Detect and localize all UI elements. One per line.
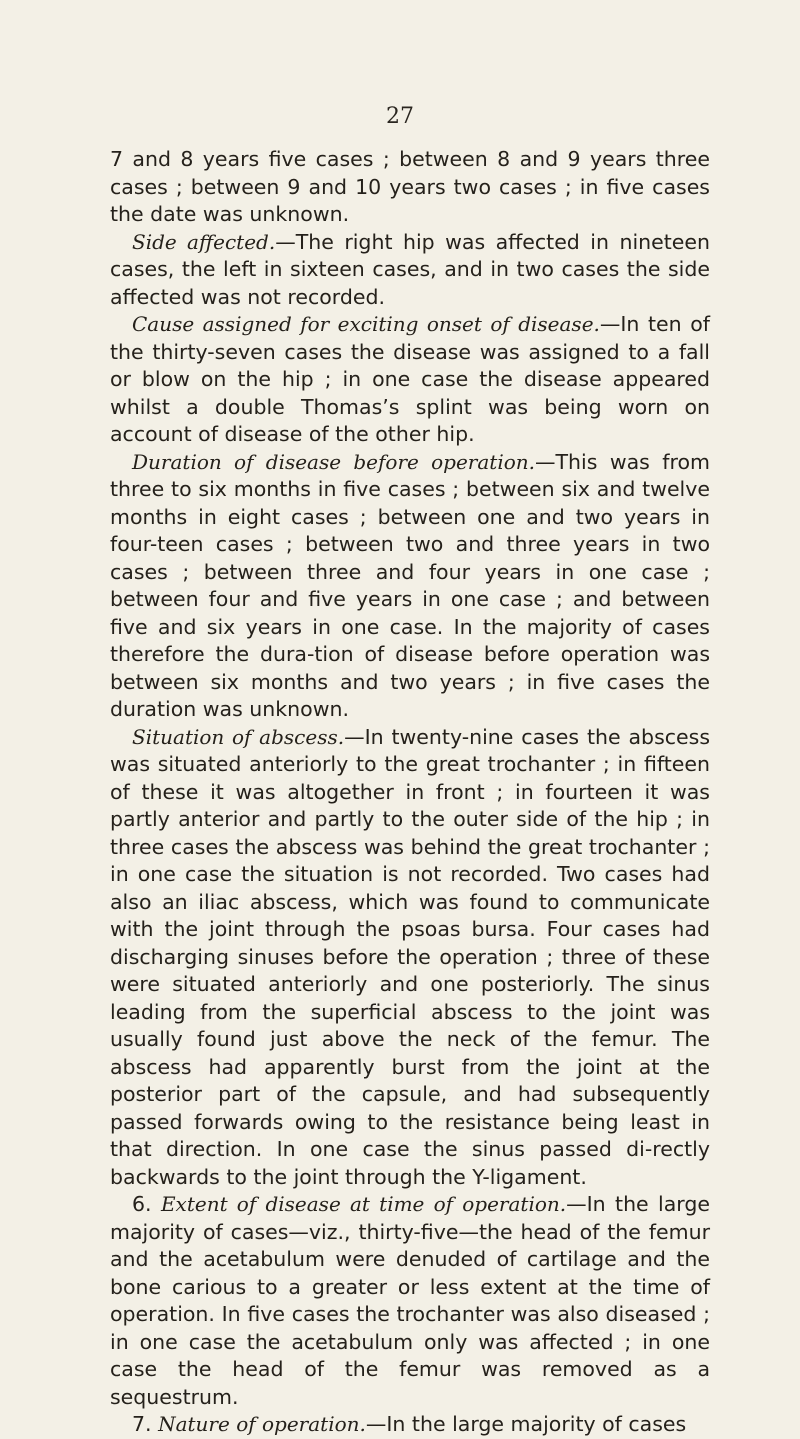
paragraph-text: —In the large majority of cases [365, 1412, 687, 1436]
page-number: 27 [386, 104, 414, 129]
paragraph-heading: Duration of disease before operation. [132, 449, 536, 474]
body-text [110, 146, 710, 1439]
paragraph-cause-assigned [110, 311, 710, 449]
paragraph-text: —In twenty-nine cases the abscess was situated anteriorly to the great trochanter ; in fifteen of these it was altogether in front ; in fourteen it was partly anterior and partly to the outer side of the hip ; in three cases the abscess was behind the great trochanter ; in one case the situation is not recorded. Two cases had also an iliac abscess, which was found to communicate with the joint through the psoas bursa. Four cases had discharging sinuses before the operation ; three of these were situated anteriorly and one posteriorly. The sinus leading from the superficial abscess to the joint was usually found just above the neck of the femur. The abscess had apparently burst from the joint at the posterior part of the capsule, and had subsequently passed forwards owing to the resistance being least in that direction. In one case the sinus passed di-rectly backwards to the joint through the Y-ligament. [110, 724, 710, 1189]
paragraph-duration [110, 449, 710, 724]
paragraph-situation-abscess [110, 724, 710, 1192]
paragraph-side-affected [110, 229, 710, 312]
paragraph-extent-disease [110, 1191, 710, 1411]
paragraph-heading: Nature of operation. [158, 1412, 366, 1436]
paragraph-text: 7 and 8 years five cases ; between 8 and 9 years three cases ; between 9 and 10 years two cases ; in five cases the date was unknown. [110, 147, 710, 226]
paragraph-text: —The right hip was affected in nineteen cases, the left in sixteen cases, and in two cases the side affected was not recorded. [110, 229, 710, 309]
paragraph-nature-operation [110, 1411, 710, 1439]
paragraph-text: —This was from three to six months in five cases ; between six and twelve months in eight cases ; between one and two years in four-teen cases ; between two and three years in two cases ; between three and four years in one case ; between four and five years in one case ; and between five and six years in one case. In the majority of cases therefore the dura-tion of disease before operation was between six months and two years ; in five cases the duration was unknown. [110, 449, 711, 721]
paragraph-heading: Cause assigned for exciting onset of disease. [132, 312, 600, 336]
paragraph-number: 6. [132, 1192, 152, 1216]
paragraph-number: 7. [132, 1412, 152, 1436]
paragraph-heading: Extent of disease at time of operation. [160, 1192, 567, 1216]
paragraph-text: —In ten of the thirty-seven cases the disease was assigned to a fall or blow on the hip ; in one case the disease appeared whilst a double Thomas’s splint was being worn on account of disease of the other hip. [110, 312, 710, 446]
paragraph-age-continued [110, 146, 710, 229]
paragraph-heading: Situation of abscess. [132, 724, 345, 749]
paragraph-text: —In the large majority of cases—viz., thirty-five—the head of the femur and the acetabulum were denuded of cartilage and the bone carious to a greater or less extent at the time of operation. In five cases the trochanter was also diseased ; in one case the acetabulum only was affected ; in one case the head of the femur was removed as a sequestrum. [110, 1192, 710, 1409]
paragraph-heading: Side affected. [132, 229, 276, 254]
